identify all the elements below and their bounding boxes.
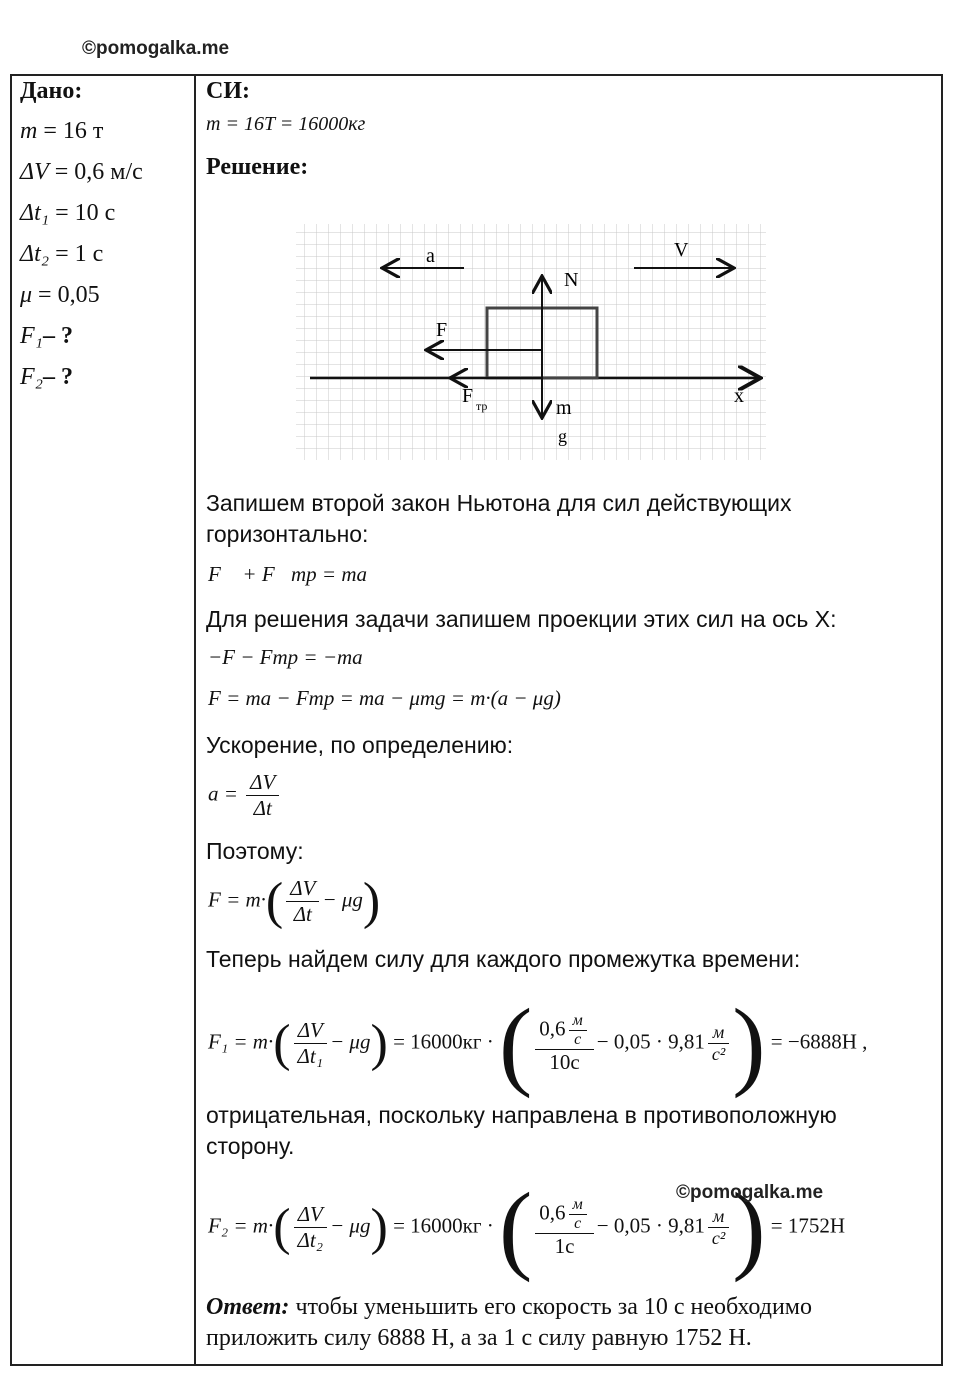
label-v: V (674, 239, 689, 261)
si-conversion: m = 16T = 16000кг (206, 113, 366, 135)
given-row-dt1: Δt₁ = 10 с (20, 200, 116, 226)
label-ftr-sub: тр (476, 399, 488, 413)
text-projection: Для решения задачи запишем проекции этих сил на ось X: (206, 606, 837, 632)
label-mg: m (556, 397, 572, 419)
watermark-top: ©pomogalka.me (82, 38, 230, 59)
formula-f2: F₂ = m·( $\frac{\Delta V}{\text{Δt₂}}$ − μg) = 16000кг · ( 0,6 $\frac{м}{с}$ 1с − 0,05 · 9,81 $\frac{м}{\text{с²}}$ ) = 1752H (208, 1172, 846, 1283)
given-row-f2: F₂– ? (20, 364, 74, 390)
answer-text: чтобы уменьшить его скорость за 10 с необходимо приложить силу 6888 Н, а за 1 с силу равную 1752 Н. (206, 1294, 812, 1351)
text-find-force: Теперь найдем силу для каждого промежутка времени: (206, 946, 801, 972)
text-newton-law: Запишем второй закон Ньютона для сил действующих горизонтально: (206, 490, 792, 547)
solution-title: Решение: (206, 154, 309, 180)
given-row-dt2: Δt₂ = 1 с (20, 241, 104, 267)
given-row-f1: F₁– ? (20, 323, 74, 349)
si-title: СИ: (206, 78, 250, 104)
formula-force-expression: F = ma − Fтр = ma − μmg = m·(a − μg) (208, 686, 561, 710)
text-therefore: Поэтому: (206, 838, 304, 864)
formula-f1: F₁ = m·( $\frac{\Delta V}{\text{Δt₁}}$ − μg) = 16000кг · ( 0,6 $\frac{м}{с}$ 10с − 0,05 · 9,81 $\frac{м}{\text{с²}}$ ) = −6888H , (208, 988, 868, 1099)
formula-force-general: F = m·( $\frac{\Delta V}{\Delta t}$ − μg) (208, 873, 381, 930)
formula-acceleration: a = $\frac{\Delta V}{\Delta t}$ (208, 770, 282, 821)
text-acceleration-def: Ускорение, по определению: (206, 732, 514, 758)
grid-background (296, 224, 766, 460)
given-column (20, 78, 190, 398)
column-divider (194, 74, 196, 1366)
solution-column (206, 78, 931, 180)
formula-vector-sum: F⃗ + F⃗тр = ma⃗ (208, 562, 384, 586)
given-row-dv: ΔV = 0,6 м/с (20, 159, 143, 185)
formula-projection: −F − Fтр = −ma (208, 645, 363, 669)
given-row-mu: μ = 0,05 (20, 282, 100, 308)
given-row-mass: m = 16 т (20, 118, 104, 144)
given-title: Дано: (20, 78, 83, 104)
watermark-middle: ©pomogalka.me (676, 1182, 824, 1203)
answer-label: Ответ: (206, 1294, 290, 1320)
force-diagram (292, 220, 778, 465)
label-f: F (436, 319, 448, 341)
text-negative-note: отрицательная, поскольку направлена в противоположную сторону. (206, 1102, 837, 1159)
label-ftr: F (462, 385, 474, 407)
label-a: a (426, 245, 435, 267)
label-n: N (564, 269, 579, 291)
answer (206, 1292, 926, 1354)
label-x: x (734, 385, 744, 407)
label-g: g (558, 426, 567, 446)
